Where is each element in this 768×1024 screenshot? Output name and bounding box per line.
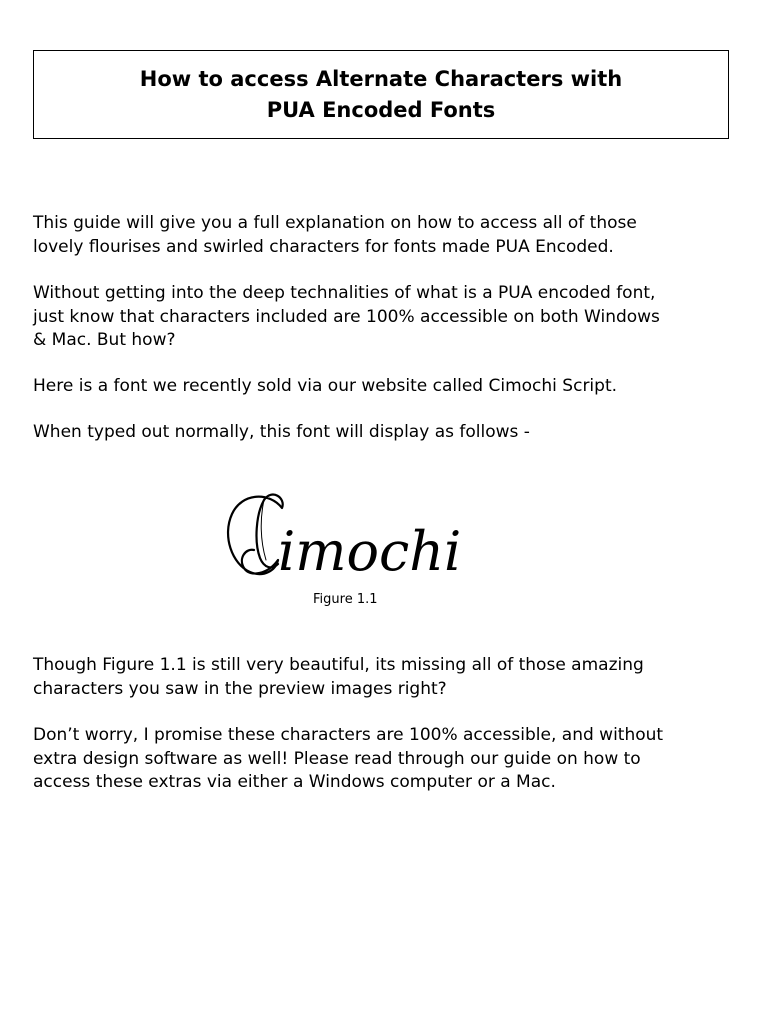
display-intro-paragraph xyxy=(33,421,733,445)
figure-caption: Figure 1.1 xyxy=(313,592,378,607)
intro-line-1: This guide will give you a full explanation on how to access all of those xyxy=(33,213,637,233)
observation-line-1: Though Figure 1.1 is still very beautiful, its missing all of those amazing xyxy=(33,655,644,675)
specimen-c-flourish xyxy=(228,495,283,575)
observation-line-2: characters you saw in the preview images right? xyxy=(33,678,447,699)
explanation-paragraph xyxy=(33,282,733,353)
page-title-line-2: PUA Encoded Fonts xyxy=(266,97,496,122)
reassurance-line-2: extra design software as well! Please read through our guide on how to xyxy=(33,748,641,769)
example-intro-paragraph xyxy=(33,375,733,399)
explanation-line-3: & Mac. But how? xyxy=(33,330,176,350)
specimen-text: imochi xyxy=(278,520,462,583)
display-intro-text: When typed out normally, this font will display as follows - xyxy=(33,422,530,442)
specimen-c-hairline xyxy=(261,500,266,560)
observation-paragraph xyxy=(33,654,733,701)
font-specimen-image xyxy=(220,478,480,588)
intro-line-2: lovely flourises and swirled characters for fonts made PUA Encoded. xyxy=(33,236,614,257)
explanation-line-1: Without getting into the deep technalities of what is a PUA encoded font, xyxy=(33,283,656,303)
title-box xyxy=(33,50,729,139)
page-title-line-1: How to access Alternate Characters with xyxy=(139,66,623,91)
intro-paragraph xyxy=(33,212,733,259)
example-intro-text: Here is a font we recently sold via our website called Cimochi Script. xyxy=(33,376,618,396)
reassurance-line-1: Don’t worry, I promise these characters are 100% accessible, and without xyxy=(33,725,664,745)
reassurance-line-3: access these extras via either a Windows computer or a Mac. xyxy=(33,772,556,792)
reassurance-paragraph xyxy=(33,724,733,795)
font-specimen-svg xyxy=(220,478,480,588)
explanation-line-2: just know that characters included are 100% accessible on both Windows xyxy=(33,306,660,327)
